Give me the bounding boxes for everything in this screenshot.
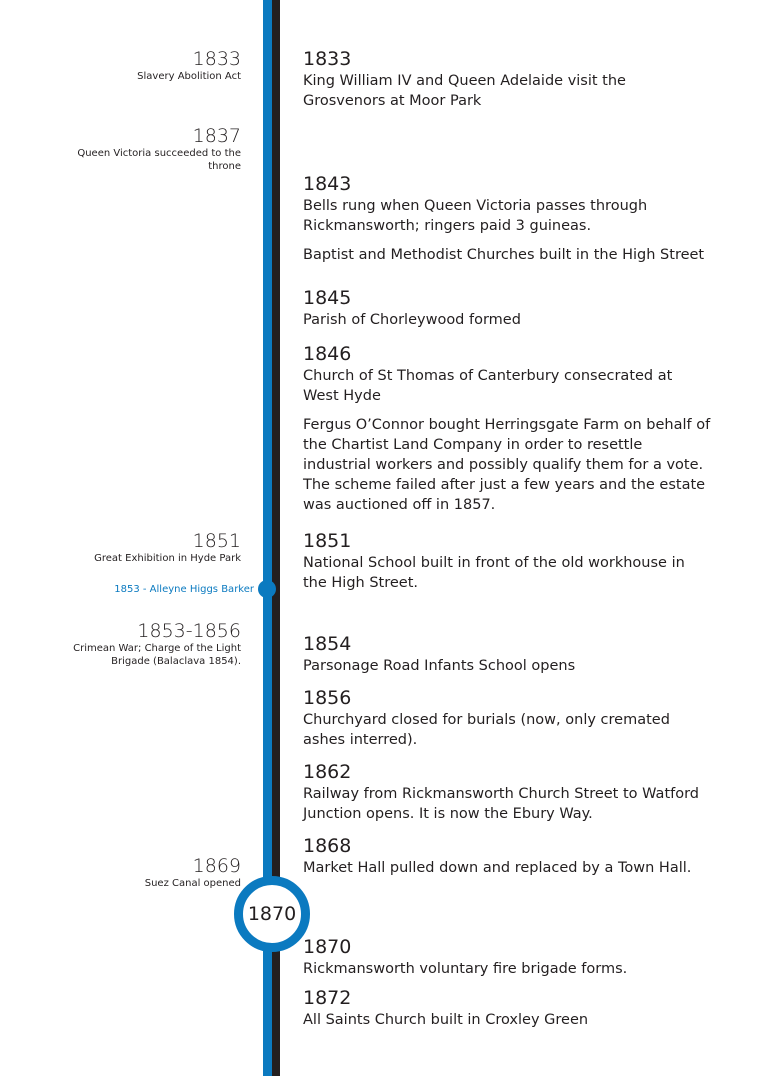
local-event-1862: [303, 761, 723, 824]
local-event-text: Railway from Rickmansworth Church Street to Watford Junction opens. It is now the Ebury Way.: [303, 786, 700, 822]
local-event-year: 1854: [303, 633, 352, 655]
person-marker-dot: [258, 580, 276, 598]
local-event-text: Market Hall pulled down and replaced by a Town Hall.: [303, 860, 692, 876]
local-event-text: Parsonage Road Infants School opens: [303, 658, 576, 674]
local-event-1851: [303, 530, 703, 593]
world-event-1851: [61, 530, 241, 565]
local-event-1872: [303, 987, 733, 1030]
local-event-1868: [303, 835, 733, 878]
local-event-text: Parish of Chorleywood formed: [303, 312, 521, 328]
local-event-year: 1833: [303, 48, 352, 70]
local-event-text: All Saints Church built in Croxley Green: [303, 1012, 589, 1028]
world-event-year: 1851: [192, 530, 241, 552]
world-event-text: Queen Victoria succeeded to the throne: [77, 148, 241, 172]
decade-marker: [234, 876, 310, 952]
local-event-text: Bells rung when Queen Victoria passes through Rickmansworth; ringers paid 3 guineas.: [303, 198, 648, 234]
local-event-year: 1845: [303, 287, 352, 309]
local-event-text: Church of St Thomas of Canterbury consecrated at West Hyde: [303, 368, 673, 404]
local-event-1843: [303, 173, 713, 265]
world-event-text: Suez Canal opened: [144, 878, 241, 889]
person-marker-label: 1853 - Alleyne Higgs Barker: [114, 584, 254, 595]
local-event-1846: [303, 343, 713, 515]
world-event-year: 1833: [192, 48, 241, 70]
world-event-year: 1853-1856: [137, 620, 241, 642]
local-event-text: Churchyard closed for burials (now, only cremated ashes interred).: [303, 712, 670, 748]
local-event-year: 1843: [303, 173, 352, 195]
local-event-text: Rickmansworth voluntary fire brigade forms.: [303, 961, 628, 977]
local-event-year: 1851: [303, 530, 352, 552]
world-event-year: 1869: [192, 855, 241, 877]
local-event-year: 1856: [303, 687, 352, 709]
world-event-1853-1856: [61, 620, 241, 668]
local-event-1854: [303, 633, 733, 676]
world-event-text: Great Exhibition in Hyde Park: [94, 553, 241, 564]
local-event-year: 1846: [303, 343, 352, 365]
world-event-1837: [71, 125, 241, 173]
local-event-text: National School built in front of the old workhouse in the High Street.: [303, 555, 685, 591]
local-event-year: 1862: [303, 761, 352, 783]
local-event-1870: [303, 936, 733, 979]
local-event-year: 1872: [303, 987, 352, 1009]
local-event-text: Fergus O’Connor bought Herringsgate Farm on behalf of the Chartist Land Company in order to resettle industrial workers and possibly qualify them for a vote. The scheme failed after just a few years and the estate was auctioned off in 1857.: [303, 417, 711, 513]
decade-marker-label: 1870: [247, 903, 297, 925]
world-event-1869: [61, 855, 241, 890]
local-event-year: 1868: [303, 835, 352, 857]
local-event-year: 1870: [303, 936, 352, 958]
world-event-1833: [61, 48, 241, 83]
local-event-1845: [303, 287, 733, 330]
world-event-year: 1837: [192, 125, 241, 147]
local-event-text: King William IV and Queen Adelaide visit the Grosvenors at Moor Park: [303, 73, 626, 109]
local-event-1833: [303, 48, 703, 111]
world-event-text: Slavery Abolition Act: [137, 71, 241, 82]
local-event-1856: [303, 687, 693, 750]
world-event-text: Crimean War; Charge of the Light Brigade (Balaclava 1854).: [73, 643, 241, 667]
local-event-text: Baptist and Methodist Churches built in the High Street: [303, 247, 705, 263]
